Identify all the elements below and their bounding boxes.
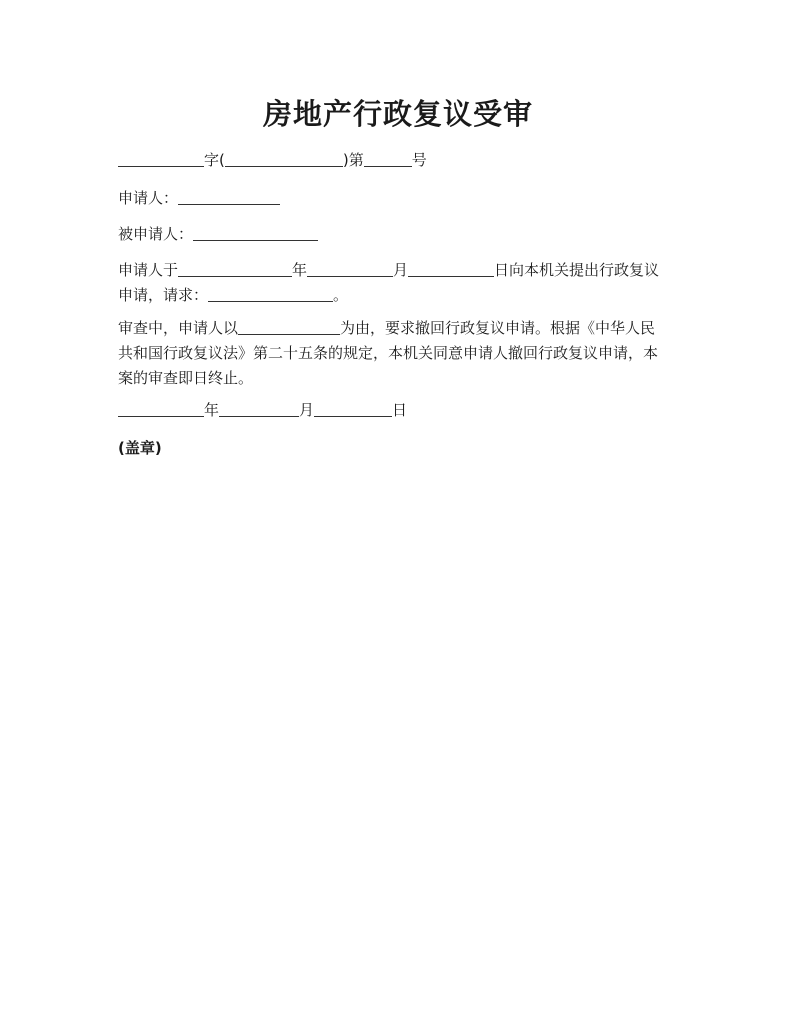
document-title: 房地产行政复议受审 xyxy=(262,97,533,131)
hao-label: 号 xyxy=(411,151,427,169)
blank-field xyxy=(238,317,340,335)
nian-label: 年 xyxy=(292,261,308,279)
applicant-label: 申请人： xyxy=(118,189,179,207)
para1-prefix: 申请人于 xyxy=(118,261,179,279)
blank-field xyxy=(219,399,299,417)
case-number-line xyxy=(118,148,688,173)
date-line xyxy=(118,398,688,423)
date-yue-label: 月 xyxy=(299,401,315,419)
di-label: )第 xyxy=(342,151,364,169)
respondent-line xyxy=(118,222,688,247)
yue-label: 月 xyxy=(393,261,409,279)
respondent-label: 被申请人： xyxy=(118,225,194,243)
blank-field xyxy=(314,399,392,417)
blank-field xyxy=(208,284,333,302)
blank-field xyxy=(307,259,393,277)
blank-field xyxy=(193,223,318,241)
blank-field xyxy=(364,149,412,167)
blank-field xyxy=(118,399,204,417)
para2-line3: 案的审查即日终止。 xyxy=(118,369,254,387)
date-ri-label: 日 xyxy=(392,401,408,419)
blank-field xyxy=(408,259,494,277)
blank-field xyxy=(178,259,292,277)
date-nian-label: 年 xyxy=(204,401,220,419)
para1-line2-prefix: 申请，请求： xyxy=(118,286,209,304)
stamp-label: (盖章) xyxy=(118,439,162,457)
applicant-line xyxy=(118,186,688,211)
para1-suffix: 日向本机关提出行政复议 xyxy=(494,261,660,279)
para2-line1-rest: 为由，要求撤回行政复议申请。根据《中华人民 xyxy=(340,319,656,337)
application-paragraph xyxy=(118,258,683,308)
blank-field xyxy=(178,187,280,205)
blank-field xyxy=(118,149,204,167)
review-paragraph xyxy=(118,316,683,391)
blank-field xyxy=(225,149,343,167)
para1-end: 。 xyxy=(333,286,349,304)
para2-prefix: 审查中，申请人以 xyxy=(118,319,239,337)
para2-line2: 共和国行政复议法》第二十五条的规定，本机关同意申请人撤回行政复议申请，本 xyxy=(118,344,659,362)
zi-label: 字( xyxy=(204,151,225,169)
